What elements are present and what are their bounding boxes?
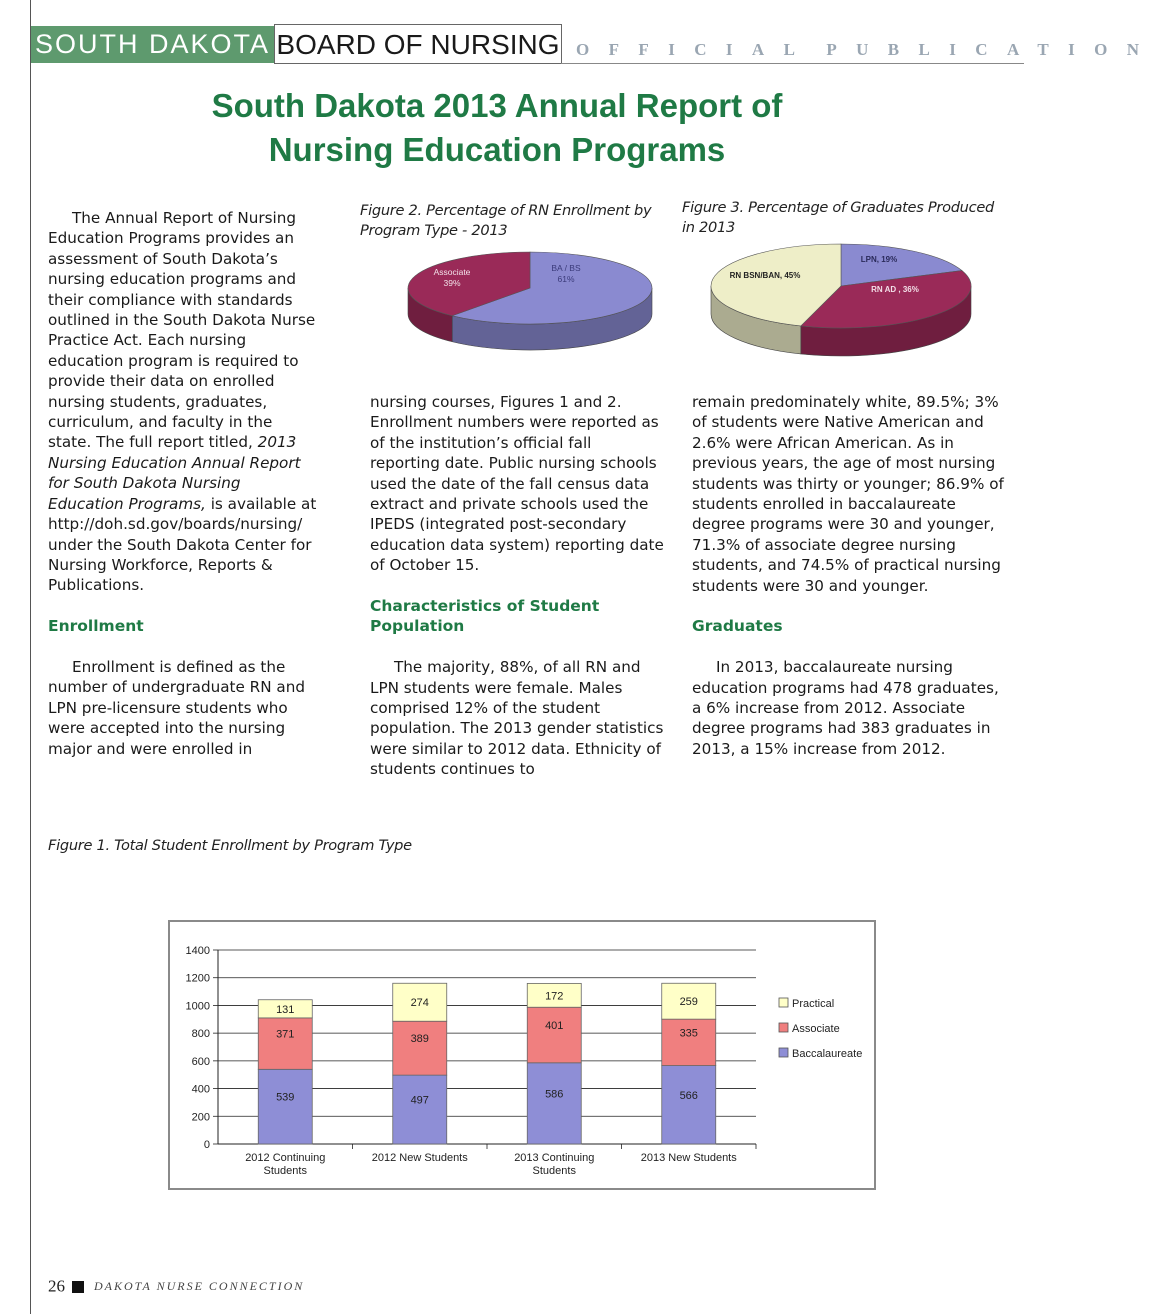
legend-label-baccalaureate: Baccalaureate [792, 1048, 863, 1060]
legend-swatch-baccalaureate [779, 1048, 788, 1057]
masthead-rule [561, 63, 1024, 64]
ethnicity-age-paragraph: remain predominately white, 89.5%; 3% of students were Native American and 2.6% were African American. As in previous years, the age of most nursing students was thirty or younger; 86.9% of students enrolled in baccalaureate degree programs were 30 and younger, 71.3% of associate degree nursing students, and 74.5% of practical nursing students were 30 and younger. [692, 393, 1004, 595]
page-title [130, 84, 864, 172]
bar-associate [662, 1019, 716, 1065]
title-line-2: Nursing Education Programs [268, 131, 726, 168]
x-category-label: Students [532, 1165, 576, 1177]
pie2-label-babs-name: BA / BS [551, 263, 581, 273]
title-line-1: South Dakota 2013 Annual Report of [211, 87, 783, 124]
intro-text-b: is available at http://doh.sd.gov/boards/nursing/ under the South Dakota Center for Nursing Workforce, Reports & Publications. [48, 494, 317, 595]
column-2 [370, 392, 665, 780]
bar-baccalaureate [258, 1069, 312, 1144]
x-category-label: Students [263, 1165, 307, 1177]
masthead-board: BOARD OF NURSING [274, 24, 562, 64]
masthead-state: SOUTH DAKOTA [31, 26, 274, 63]
masthead-publication: PUBLICATION [826, 40, 1158, 59]
bar-value-label: 586 [545, 1088, 564, 1101]
graduates-paragraph: In 2013, baccalaureate nursing education programs had 478 graduates, a 6% increase from 2012. Associate degree programs had 383 graduates in 2013, a 15% increase from 2012. [692, 658, 999, 758]
bar-baccalaureate [393, 1075, 447, 1144]
bar-value-label: 259 [679, 996, 698, 1009]
enrollment-continued-paragraph: nursing courses, Figures 1 and 2. Enrollment numbers were reported as of the institution’s official fall reporting date. Public nursing schools used the date of the fall census data extract and private schools used the IPEDS (integrated post-secondary education data system) reporting date of October 15. [370, 393, 664, 575]
figure-3-caption: Figure 3. Percentage of Graduates Produced in 2013 [682, 199, 994, 236]
footer-publication-name: DAKOTA NURSE CONNECTION [94, 1279, 305, 1293]
bar-value-label: 497 [410, 1094, 429, 1107]
column-1 [48, 208, 320, 759]
pie3-label-rn-bsn: RN BSN/BAN, 45% [729, 271, 801, 280]
bar-associate [527, 1007, 581, 1063]
figure-3-pie-chart [705, 242, 980, 360]
student-population-paragraph: The majority, 88%, of all RN and LPN students were female. Males comprised 12% of the student population. The 2013 gender statistics were similar to 2012 data. Ethnicity of students continues to [370, 658, 664, 779]
y-tick-label: 1000 [185, 1000, 210, 1013]
legend-label-practical: Practical [792, 998, 835, 1010]
legend-label-associate: Associate [792, 1023, 840, 1035]
graduates-heading: Graduates [692, 617, 783, 636]
pie3-label-lpn: LPN, 19% [860, 255, 898, 264]
y-tick-label: 200 [191, 1111, 210, 1124]
figure-1-caption: Figure 1. Total Student Enrollment by Program Type [48, 837, 412, 854]
bar-value-label: 335 [679, 1027, 698, 1040]
pie2-label-associate-pct: 39% [443, 278, 461, 288]
intro-text-a: The Annual Report of Nursing Education Programs provides an assessment of South Dakota’s nursing education programs and their compliance with standards outlined in the South Dakota Nurse Practice Act. Each nursing education program is required to provide their data on enrolled nursing students, graduates, curriculum, and faculty in the state. The full report titled, [48, 209, 316, 452]
bar-value-label: 566 [679, 1089, 698, 1102]
bar-baccalaureate [527, 1063, 581, 1144]
legend-swatch-associate [779, 1023, 788, 1032]
y-tick-label: 1400 [185, 945, 210, 957]
bar-value-label: 274 [410, 997, 429, 1010]
x-category-label: 2013 New Students [640, 1152, 737, 1164]
legend-swatch-practical [779, 998, 788, 1007]
bar-baccalaureate [662, 1066, 716, 1144]
figure-2-caption: Figure 2. Percentage of RN Enrollment by Program Type - 2013 [360, 202, 652, 239]
figure-1-chart [168, 920, 876, 1190]
y-tick-label: 0 [203, 1139, 210, 1151]
bar-value-label: 172 [545, 990, 564, 1003]
enrollment-heading: Enrollment [48, 617, 144, 636]
bar-value-label: 131 [276, 1003, 295, 1016]
page-number: 26 [48, 1276, 65, 1296]
figure-2-pie-chart [392, 248, 668, 360]
x-category-label: 2012 New Students [371, 1152, 468, 1164]
y-tick-label: 1200 [185, 972, 210, 985]
bar-associate [258, 1018, 312, 1069]
bar-value-label: 389 [410, 1033, 429, 1046]
footer-square-icon [72, 1281, 84, 1293]
y-tick-label: 800 [191, 1028, 210, 1041]
student-population-heading: Characteristics of Student Population [370, 597, 600, 636]
x-category-label: 2012 Continuing [245, 1152, 326, 1164]
pie2-label-babs-pct: 61% [557, 274, 575, 284]
bar-value-label: 539 [276, 1091, 295, 1104]
masthead-official: OFFICIAL [576, 40, 815, 59]
y-tick-label: 400 [191, 1083, 210, 1096]
bar-associate [393, 1021, 447, 1075]
y-tick-label: 600 [191, 1055, 210, 1068]
pie2-label-associate-name: Associate [433, 267, 471, 277]
x-category-label: 2013 Continuing [514, 1152, 595, 1164]
bar-value-label: 371 [276, 1028, 295, 1041]
intro-paragraph [48, 208, 320, 596]
column-3 [692, 392, 1004, 759]
pie3-label-rn-ad: RN AD , 36% [871, 285, 919, 294]
intro-report-title: 2013 Nursing Education Annual Report for South Dakota Nursing Education Programs, [48, 433, 301, 513]
bar-value-label: 401 [545, 1020, 564, 1033]
page-footer [48, 1276, 304, 1297]
figure-1-chart-svg [170, 922, 874, 1188]
masthead-official-publication [576, 40, 1158, 60]
enrollment-paragraph: Enrollment is defined as the number of undergraduate RN and LPN pre-licensure students who were accepted into the nursing major and were enrolled in [48, 657, 305, 758]
